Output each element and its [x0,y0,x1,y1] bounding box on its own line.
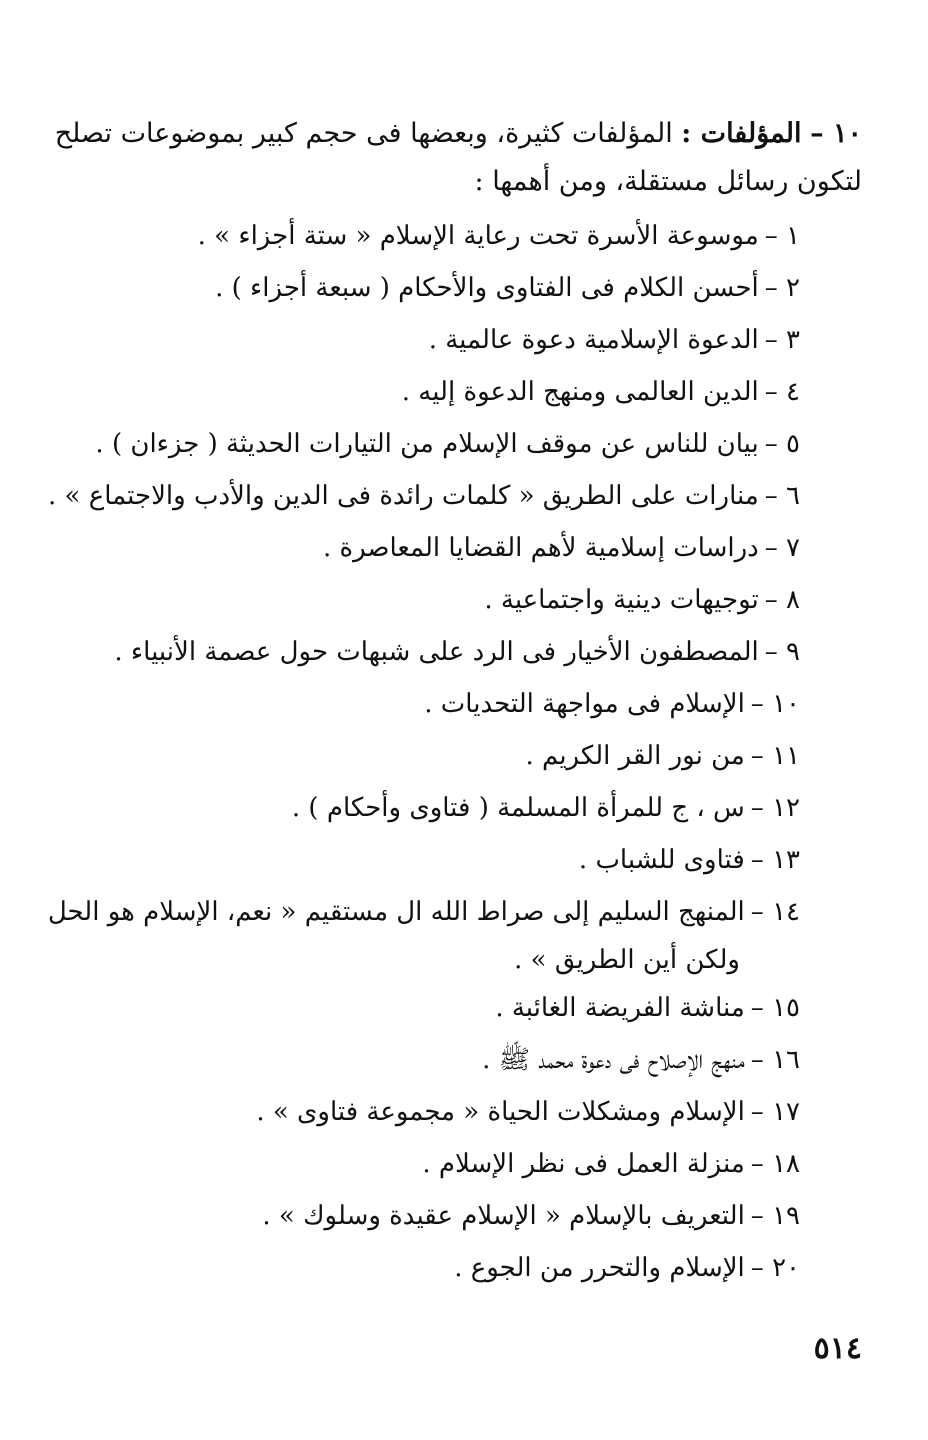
list-item [42,418,800,470]
item-title: المصطفون الأخيار فى الرد على شبهات حول عصمة الأنبياء . [114,637,759,667]
list-item [42,1138,800,1190]
item-title: مناشة الفريضة الغائبة . [495,993,745,1023]
list-item [42,1034,800,1086]
item-title: من نور القر الكريم . [525,741,745,771]
intro-line-1: المؤلفات كثيرة، وبعضها فى حجم كبير بموضوعات تصلح [54,118,673,149]
item-title: منارات على الطريق « كلمات رائدة فى الدين والأدب والاجتماع » . [48,481,759,511]
item-title: دراسات إسلامية لأهم القضايا المعاصرة . [322,533,759,563]
item-title: الإسلام ومشكلات الحياة « مجموعة فتاوى » . [256,1097,745,1127]
item-title: الدعوة الإسلامية دعوة عالمية . [428,325,759,355]
item-number: ٦ – [764,481,800,511]
item-number: ٩ – [764,637,800,667]
list-item [42,470,800,522]
list-item [42,982,800,1034]
item-title: موسوعة الأسرة تحت رعاية الإسلام « ستة أجزاء » . [197,221,759,251]
item-number: ١٨ – [750,1149,800,1179]
item-number: ٤ – [764,377,800,407]
item-number: ٢ – [764,273,800,303]
item-title: بيان للناس عن موقف الإسلام من التيارات الحديثة ( جزءان ) . [95,429,759,459]
section-number: ١٠ – [810,118,862,149]
item-number: ١٧ – [750,1097,800,1127]
list-item [42,834,800,886]
list-item [42,262,800,314]
list-item [42,1190,800,1242]
list-item [42,886,800,982]
list-item [42,626,800,678]
item-title: المنهج السليم إلى صراط الله ال مستقيم « نعم، الإسلام هو الحل [47,897,745,927]
item-number: ١٣ – [750,845,800,875]
item-number: ١ – [764,221,800,251]
list-item [42,210,800,262]
item-title: أحسن الكلام فى الفتاوى والأحكام ( سبعة أجزاء ) . [215,273,759,303]
item-number: ١٩ – [750,1201,800,1231]
item-number: ١٠ – [750,689,800,719]
list-item [42,1242,800,1294]
item-number: ١٦ – [750,1045,800,1075]
list-item [42,678,800,730]
list-item [42,1086,800,1138]
intro-line-2: لتكون رسائل مستقلة، ومن أهمها : [474,166,862,197]
page-number: ٥١٤ [813,1331,862,1366]
section-intro [42,110,862,206]
item-number: ٥ – [764,429,800,459]
item-title: س ، ج للمرأة المسلمة ( فتاوى وأحكام ) . [291,793,745,823]
list-item [42,782,800,834]
list-item [42,730,800,782]
item-title: فتاوى للشباب . [578,845,745,875]
section-heading: المؤلفات : [681,118,802,149]
list-item [42,366,800,418]
item-title: توجيهات دينية واجتماعية . [484,585,759,615]
item-number: ٢٠ – [750,1253,800,1283]
list-item [42,574,800,626]
item-title: الإسلام والتحرر من الجوع . [454,1253,745,1283]
item-title: الإسلام فى مواجهة التحديات . [424,689,745,719]
item-number: ١٢ – [750,793,800,823]
item-number: ١٥ – [750,993,800,1023]
works-list [42,210,862,1294]
item-title-continuation: ولكن أين الطريق » . [514,945,740,975]
item-title: الدين العالمى ومنهج الدعوة إليه . [401,377,759,407]
list-item [42,314,800,366]
item-number: ١١ – [750,741,800,771]
item-title: منهج الإصلاح فى دعوة محمد ﷺ . [482,1045,745,1075]
page-content [42,110,862,1294]
item-title: منزلة العمل فى نظر الإسلام . [422,1149,745,1179]
item-title: التعريف بالإسلام « الإسلام عقيدة وسلوك » . [262,1201,745,1231]
item-number: ١٤ – [750,897,800,927]
item-number: ٣ – [764,325,800,355]
list-item [42,522,800,574]
item-number: ٨ – [764,585,800,615]
item-number: ٧ – [764,533,800,563]
